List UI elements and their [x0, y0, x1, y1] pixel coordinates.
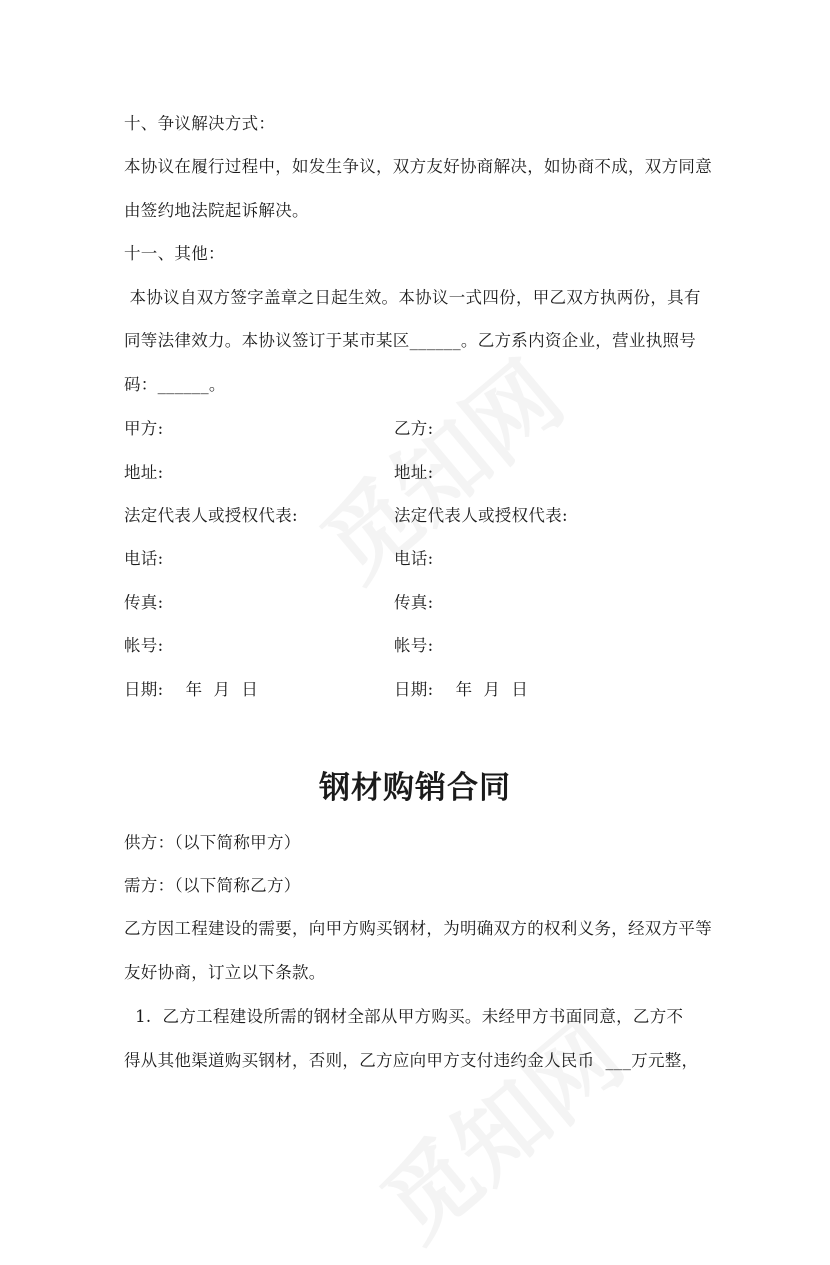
- party-a-rep-label: 法定代表人或授权代表:: [124, 506, 298, 525]
- paragraph-line: 由签约地法院起诉解决。: [124, 201, 309, 220]
- paragraph-line: 友好协商，订立以下条款。: [124, 963, 326, 982]
- paragraph-line: 同等法律效力。本协议签订于某市某区______。乙方系内资企业，营业执照号: [124, 331, 697, 350]
- party-b-date-label: 日期: 年 月 日: [394, 680, 529, 699]
- party-b-account-label: 帐号:: [394, 636, 434, 655]
- party-b-address-label: 地址:: [394, 463, 434, 482]
- party-b-fax-label: 传真:: [394, 593, 434, 612]
- watermark: [290, 327, 586, 606]
- party-a-phone-label: 电话:: [124, 549, 164, 568]
- buyer-line: 需方：（以下简称乙方）: [124, 876, 301, 895]
- paragraph-line: 本协议在履行过程中，如发生争议，双方友好协商解决，如协商不成，双方同意: [124, 157, 712, 176]
- supplier-line: 供方：（以下简称甲方）: [124, 833, 301, 852]
- party-a-date-label: 日期: 年 月 日: [124, 680, 259, 699]
- party-a-address-label: 地址:: [124, 463, 164, 482]
- party-b-label: 乙方:: [394, 419, 434, 438]
- contract-title: 钢材购销合同: [319, 770, 511, 806]
- party-a-account-label: 帐号:: [124, 636, 164, 655]
- party-b-phone-label: 电话:: [394, 549, 434, 568]
- clause-line: 1. 乙方工程建设所需的钢材全部从甲方购买。未经甲方书面同意，乙方不: [124, 1007, 684, 1026]
- party-b-rep-label: 法定代表人或授权代表:: [394, 506, 568, 525]
- section-heading: 十一、其他：: [124, 244, 225, 263]
- paragraph-line: 本协议自双方签字盖章之日起生效。本协议一式四份，甲乙双方执两份，具有: [124, 288, 701, 307]
- party-a-label: 甲方:: [124, 419, 164, 438]
- watermark: [350, 987, 646, 1265]
- clause-line: 得从其他渠道购买钢材，否则，乙方应向甲方支付违约金人民币 ___万元整，: [124, 1051, 699, 1070]
- paragraph-line: 码：______。: [124, 375, 226, 394]
- party-a-fax-label: 传真:: [124, 593, 164, 612]
- section-heading: 十、争议解决方式：: [124, 114, 276, 133]
- paragraph-line: 乙方因工程建设的需要，向甲方购买钢材，为明确双方的权利义务，经双方平等: [124, 919, 712, 938]
